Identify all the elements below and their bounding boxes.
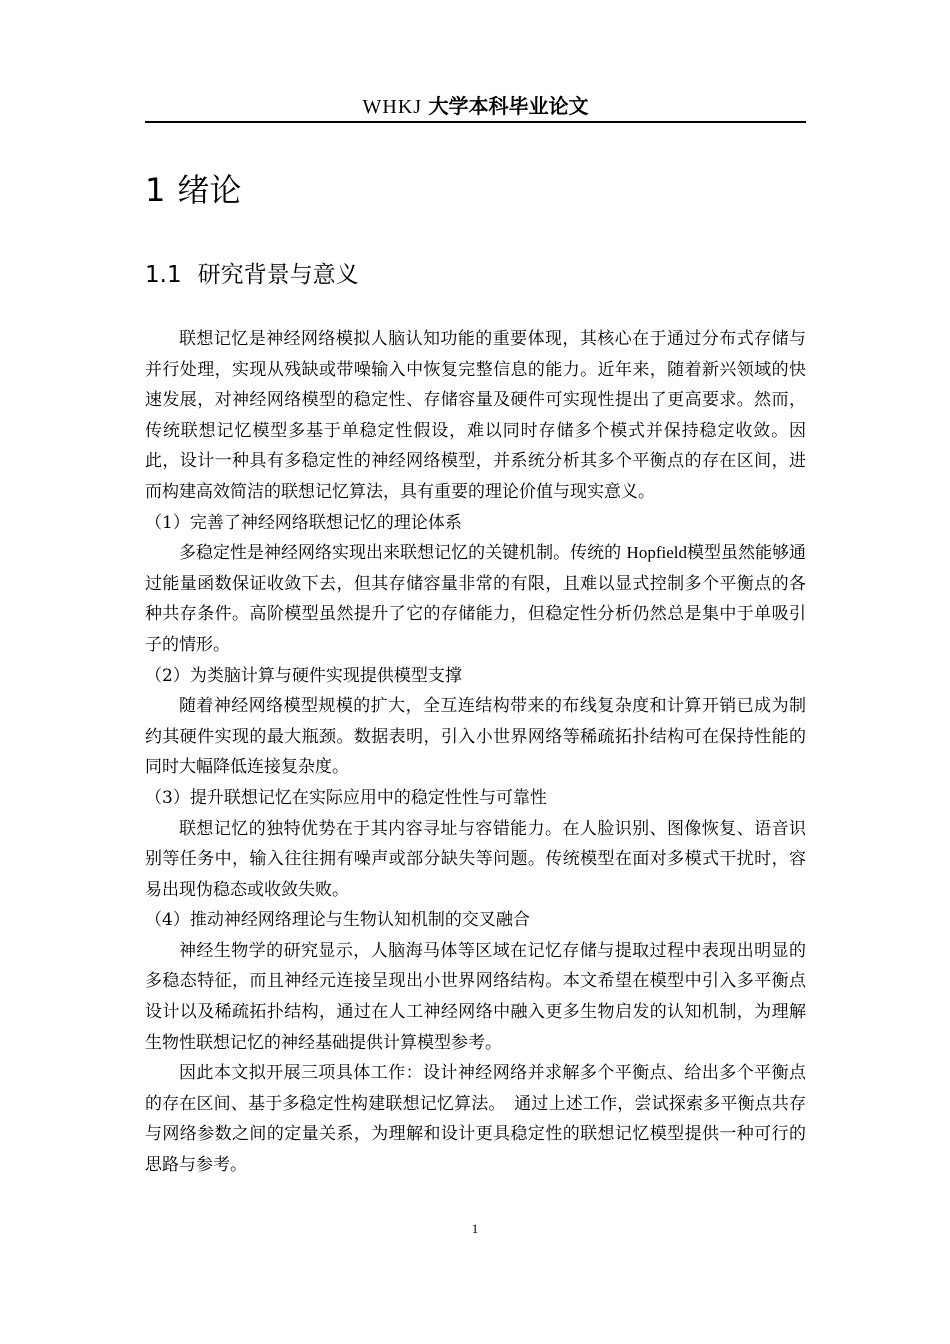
paragraph-item-4: 神经生物学的研究显示，人脑海马体等区域在记忆存储与提取过程中表现出明显的多稳态特征，而且神经元连接呈现出小世界网络结构。本文希望在模型中引入多平衡点设计以及稀疏拓扑结构，通过在人工神经网络中融入更多生物启发的认知机制，为理解生物性联想记忆的神经基础提供计算模型参考。 — [145, 940, 806, 1053]
header-divider — [145, 121, 806, 123]
paragraph-conclusion: 因此本文拟开展三项具体工作：设计神经网络并求解多个平衡点、给出多个平衡点的存在区间、基于多稳定性构建联想记忆算法。 通过上述工作，尝试探索多平衡点共存与网络参数之间的定量关系，为理解和设计更具稳定性的联想记忆模型提供一种可行的思路与参考。 — [145, 1063, 806, 1176]
section-number: 1.1 — [145, 262, 182, 288]
paragraph-item-1 — [145, 538, 806, 660]
item-heading-1: （1）完善了神经网络联想记忆的理论体系 — [145, 512, 462, 533]
header-university-code: WHKJ — [362, 96, 423, 118]
header-thesis-title: 大学本科毕业论文 — [428, 94, 589, 118]
section-heading — [145, 259, 359, 291]
body-text — [145, 324, 806, 1181]
paragraph-item-2: 随着神经网络模型规模的扩大，全互连结构带来的布线复杂度和计算开销已成为制约其硬件实现的最大瓶颈。数据表明，引入小世界网络等稀疏拓扑结构可在保持性能的同时大幅降低连接复杂度。 — [145, 696, 806, 778]
paragraph-intro: 联想记忆是神经网络模拟人脑认知功能的重要体现，其核心在于通过分布式存储与并行处理，实现从残缺或带噪输入中恢复完整信息的能力。近年来，随着新兴领域的快速发展，对神经网络模型的稳定性、存储容量及硬件可实现性提出了更高要求。然而，传统联想记忆模型多基于单稳定性假设，难以同时存储多个模式并保持稳定收敛。因此，设计一种具有多稳定性的神经网络模型，并系统分析其多个平衡点的存在区间，进而构建高效简洁的联想记忆算法，具有重要的理论价值与现实意义。 — [145, 329, 806, 502]
paragraph-item-1-part-a: 多稳定性是神经网络实现出来联想记忆的关键机制。传统的 — [179, 543, 622, 564]
item-heading-2: （2）为类脑计算与硬件实现提供模型支撑 — [145, 665, 462, 686]
page-number: 1 — [471, 1221, 479, 1236]
page-header — [145, 93, 806, 120]
hopfield-term: Hopfield — [626, 543, 687, 563]
chapter-number: 1 — [145, 171, 166, 209]
item-heading-4: （4）推动神经网络理论与生物认知机制的交叉融合 — [145, 910, 530, 931]
chapter-heading — [145, 168, 241, 212]
paragraph-item-1-part-b: 模型虽然能够通过能量函数保证收敛下去，但其存储容量非常的有限，且难以显式控制多个平衡点的各种共存条件。高阶模型虽然提升了它的存储能力，但稳定性分析仍然总是集中于单吸引子的情形。 — [145, 543, 807, 655]
section-title: 研究背景与意义 — [197, 262, 359, 288]
item-heading-3: （3）提升联想记忆在实际应用中的稳定性性与可靠性 — [145, 787, 547, 808]
paragraph-item-3: 联想记忆的独特优势在于其内容寻址与容错能力。在人脸识别、图像恢复、语音识别等任务中，输入往往拥有噪声或部分缺失等问题。传统模型在面对多模式干扰时，容易出现伪稳态或收敛失败。 — [145, 818, 806, 900]
chapter-title: 绪论 — [177, 171, 242, 209]
